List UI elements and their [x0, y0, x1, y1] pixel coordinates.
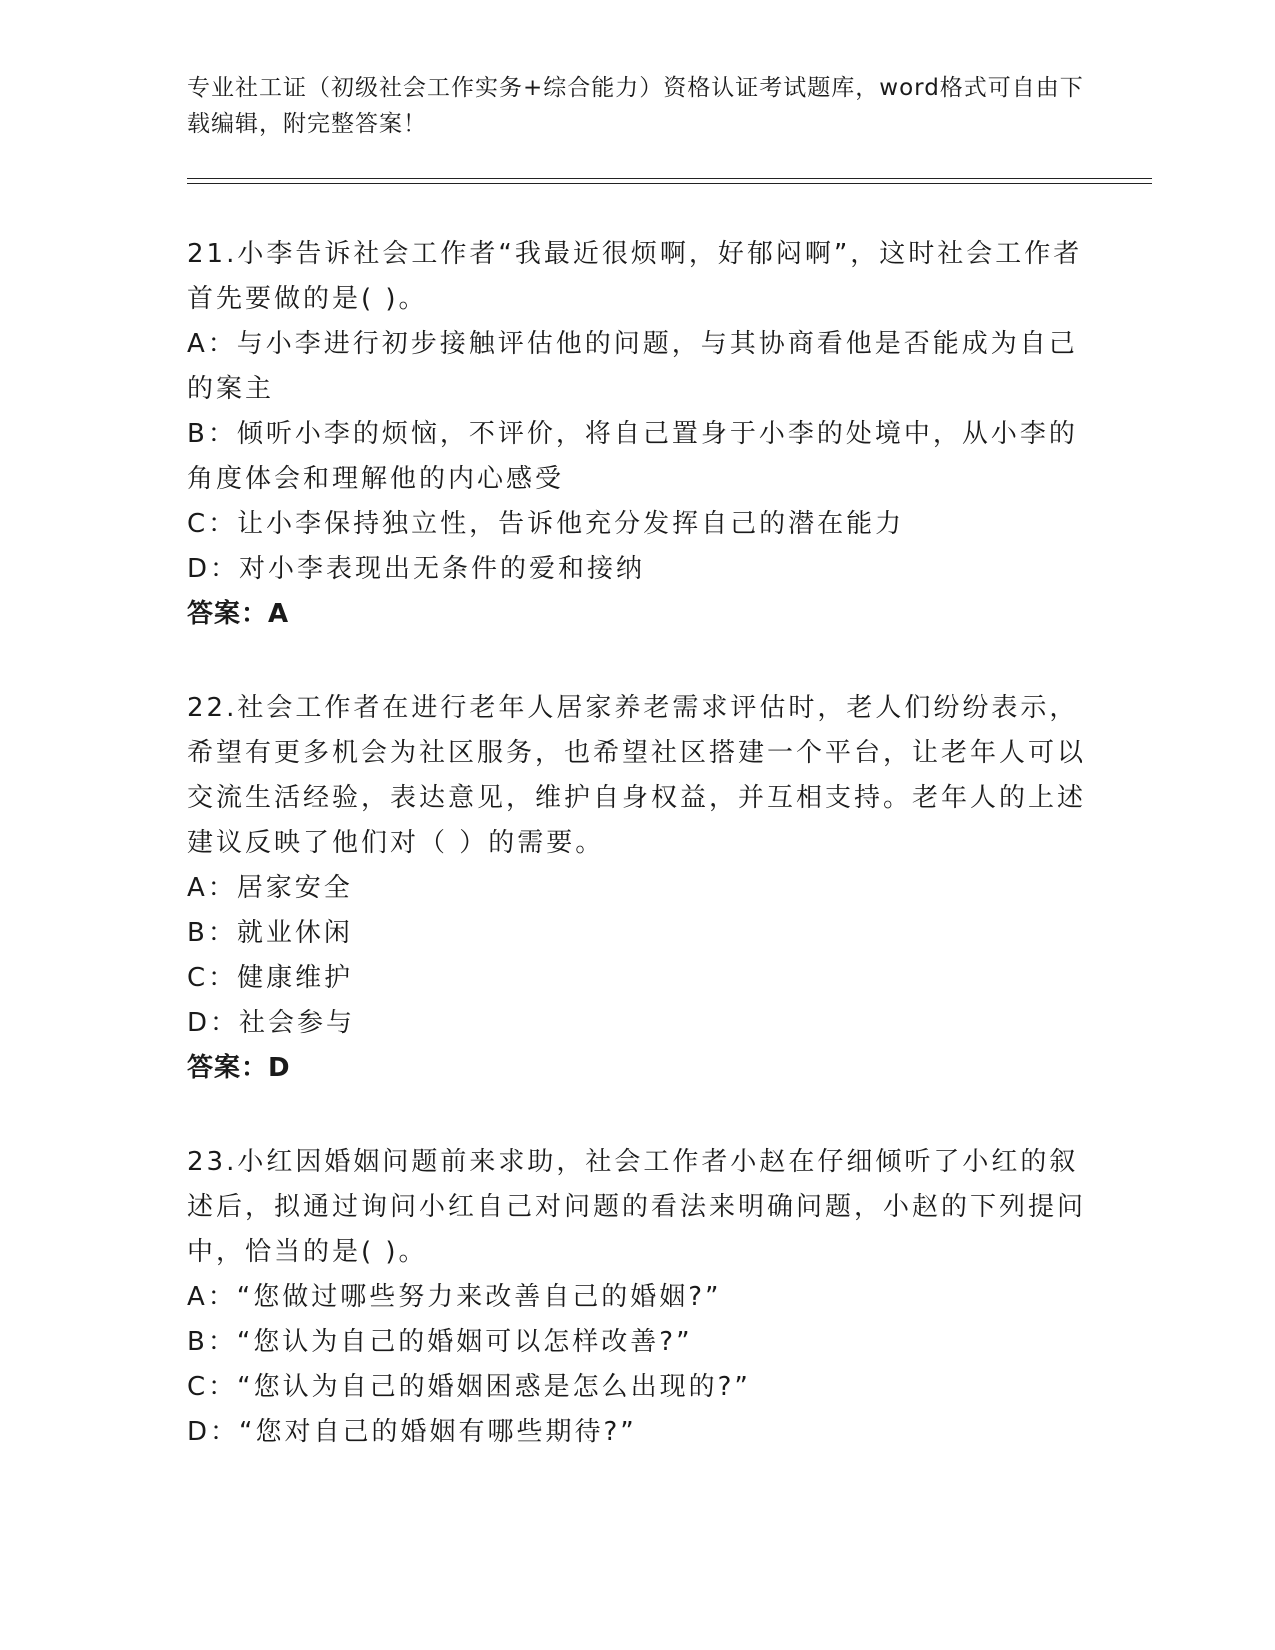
answer-label: 答案：A — [187, 599, 290, 629]
option-b: B：就业休闲 — [187, 918, 353, 948]
question-21 — [187, 232, 1087, 637]
question-stem: 21.小李告诉社会工作者“我最近很烦啊，好郁闷啊”，这时社会工作者首先要做的是( )。 — [187, 239, 1083, 314]
question-23 — [187, 1140, 1087, 1455]
question-22 — [187, 686, 1087, 1091]
option-d: D：“您对自己的婚姻有哪些期待?” — [187, 1417, 637, 1447]
answer-label: 答案：D — [187, 1053, 291, 1083]
question-stem: 22.社会工作者在进行老年人居家养老需求评估时，老人们纷纷表示，希望有更多机会为社区服务，也希望社区搭建一个平台，让老年人可以交流生活经验，表达意见，维护自身权益，并互相支持。老年人的上述建议反映了他们对（ ）的需要。 — [187, 693, 1087, 858]
document-header: 专业社工证（初级社会工作实务+综合能力）资格认证考试题库，word格式可自由下载编辑，附完整答案！ — [187, 75, 1084, 137]
question-stem: 23.小红因婚姻问题前来求助，社会工作者小赵在仔细倾听了小红的叙述后，拟通过询问小红自己对问题的看法来明确问题，小赵的下列提问中，恰当的是( )。 — [187, 1147, 1087, 1267]
option-d: D：社会参与 — [187, 1008, 356, 1038]
option-a: A：居家安全 — [187, 873, 353, 903]
option-b: B：“您认为自己的婚姻可以怎样改善?” — [187, 1327, 693, 1357]
option-d: D：对小李表现出无条件的爱和接纳 — [187, 554, 646, 584]
option-c: C：让小李保持独立性，告诉他充分发挥自己的潜在能力 — [187, 509, 905, 539]
option-a: A：与小李进行初步接触评估他的问题，与其协商看他是否能成为自己的案主 — [187, 329, 1078, 404]
header-rule-bottom — [187, 183, 1152, 184]
option-a: A：“您做过哪些努力来改善自己的婚姻?” — [187, 1282, 722, 1312]
header-rule-top — [187, 178, 1152, 179]
option-c: C：健康维护 — [187, 963, 354, 993]
option-c: C：“您认为自己的婚姻困惑是怎么出现的?” — [187, 1372, 751, 1402]
option-b: B：倾听小李的烦恼，不评价，将自己置身于小李的处境中，从小李的角度体会和理解他的内心感受 — [187, 419, 1078, 494]
